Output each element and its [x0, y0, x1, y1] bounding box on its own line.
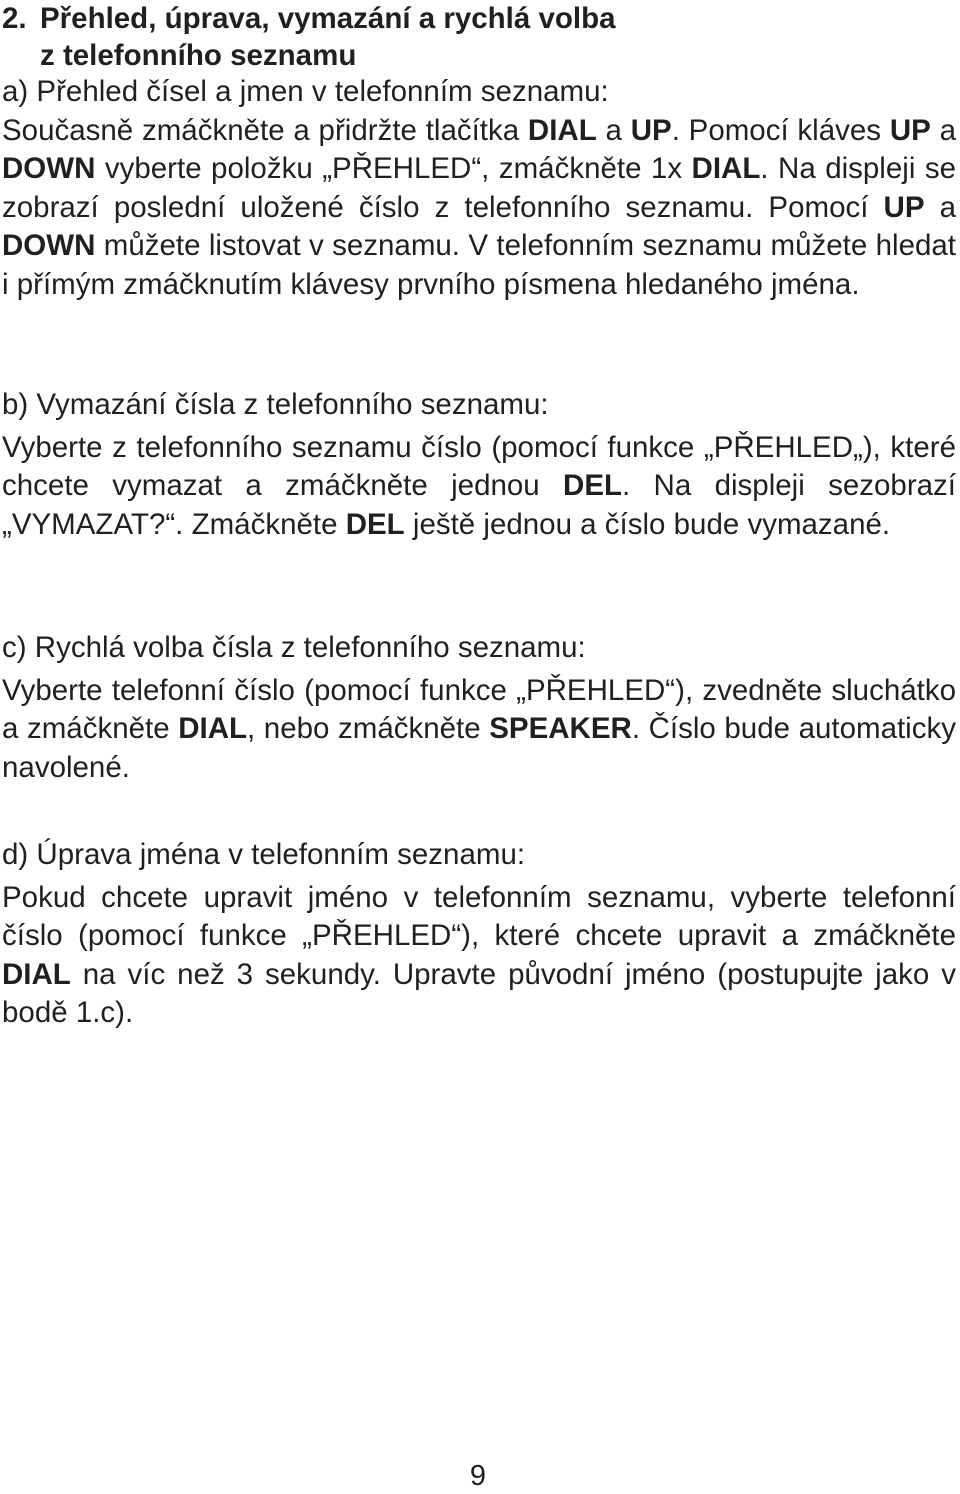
heading-line-2: z telefonního seznamu [40, 39, 357, 72]
section-c-title: c) Rychlá volba čísla z telefonního seznamu: [2, 631, 586, 664]
key-down: DOWN [2, 152, 96, 185]
page-number: 9 [469, 1460, 487, 1492]
heading-number: 2. [2, 2, 27, 35]
key-dial: DIAL [2, 957, 71, 991]
heading-line-1: Přehled, úprava, vymazání a rychlá volba [40, 2, 616, 35]
section-a-text: Současně zmáčkněte a přidržte tlačítka DIAL a UP. Pomocí kláves UP a DOWN vyberte položku „PŘEHLED“, zmáčkněte 1x DIAL. Na displeji se zobrazí poslední uložené číslo z telefonního seznamu. Pomocí UP a DOWN můžete listovat v seznamu. V telefonním seznamu můžete hledat i přímým zmáčknutím klávesy prvního písmena hledaného jména. [2, 113, 956, 301]
section-c [2, 629, 956, 787]
key-up: UP [883, 190, 925, 224]
key-up: UP [630, 113, 672, 147]
key-dial: DIAL [691, 152, 761, 185]
section-a [2, 73, 956, 304]
key-speaker: SPEAKER [489, 712, 632, 745]
key-down: DOWN [2, 229, 96, 262]
key-del: DEL [563, 469, 623, 502]
section-a-title: a) Přehled čísel a jmen v telefonním seznamu: [2, 75, 609, 108]
section-d-title: d) Úprava jména v telefonním seznamu: [2, 838, 526, 871]
section-b-text: Vyberte z telefonního seznamu číslo (pomocí funkce „PŘEHLED„), které chcete vymazat a zmáčkněte jednou DEL. Na displeji sezobrazí „VYMAZAT?“. Zmáčkněte DEL ještě jednou a číslo bude vymazané. [2, 430, 956, 541]
section-b-title: b) Vymazání čísla z telefonního seznamu: [2, 388, 549, 421]
key-del: DEL [345, 507, 405, 541]
section-b [2, 386, 956, 544]
section-c-text: Vyberte telefonní číslo (pomocí funkce „PŘEHLED“), zvedněte sluchátko a zmáčkněte DIAL, nebo zmáčkněte SPEAKER. Číslo bude automaticky navolené. [2, 673, 956, 784]
section-heading [2, 0, 616, 74]
section-d-text: Pokud chcete upravit jméno v telefonním seznamu, vyberte telefonní číslo (pomocí funkce „PŘEHLED“), které chcete upravit a zmáčkněte DIAL na víc než 3 sekundy. Upravte původní jméno (postupujte jako v bodě 1.c). [2, 880, 956, 1029]
key-dial: DIAL [178, 712, 248, 745]
key-dial: DIAL [527, 113, 597, 147]
section-d [2, 836, 956, 1033]
key-up: UP [889, 113, 931, 147]
